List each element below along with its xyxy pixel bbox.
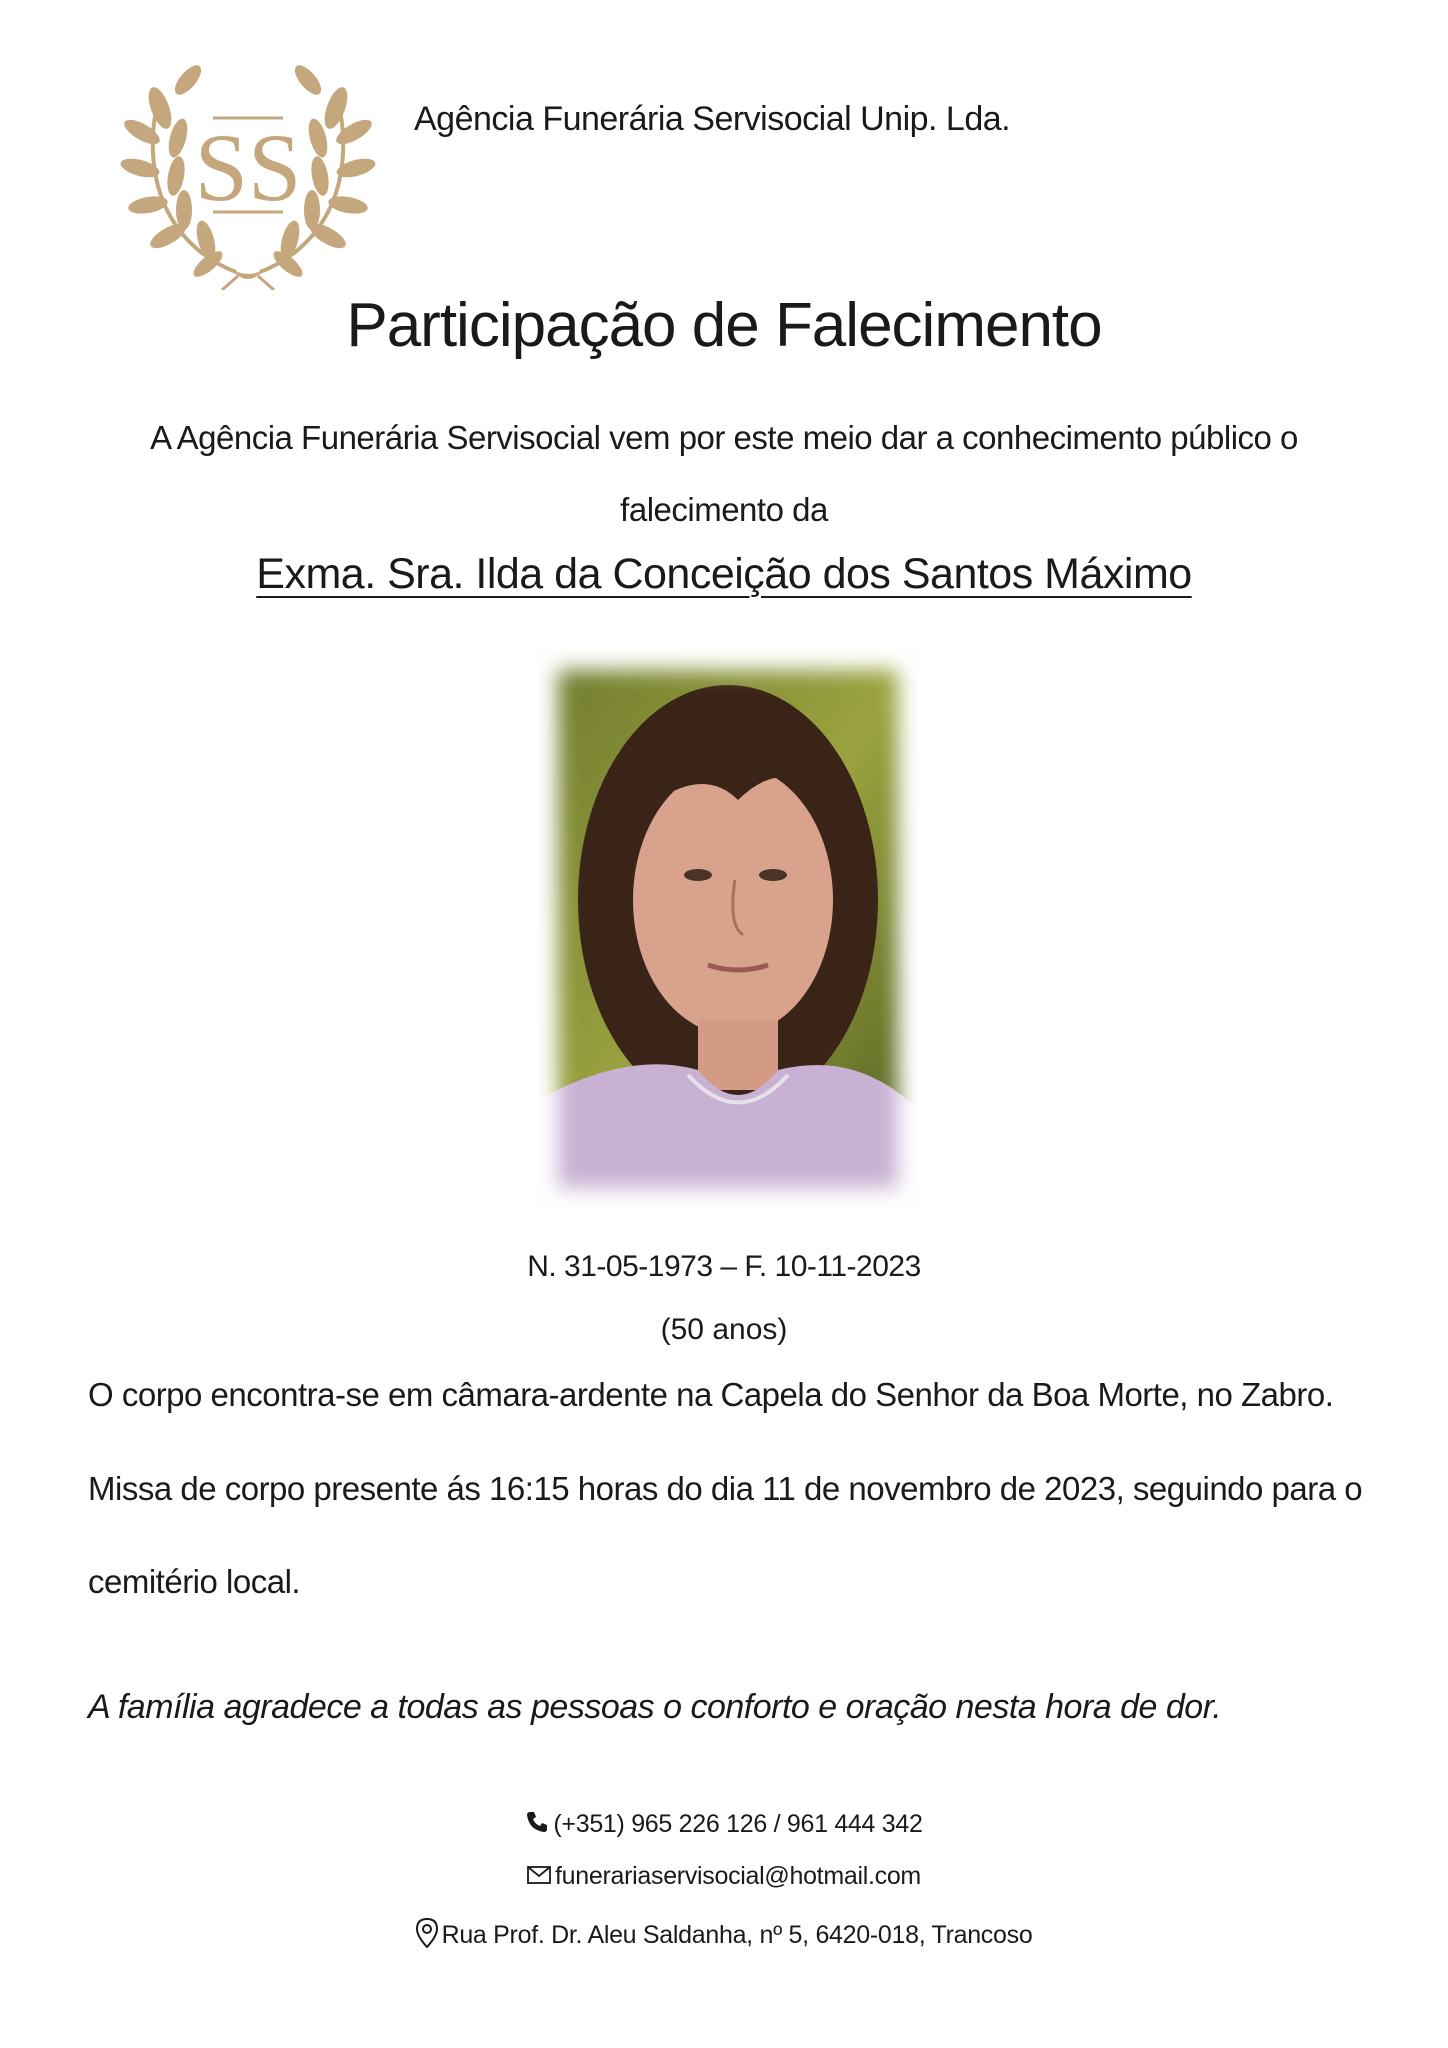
age-text: (50 anos): [660, 1313, 788, 1346]
agency-logo: [118, 40, 378, 290]
location-pin-icon: [416, 1918, 438, 1955]
page-title: Participação de Falecimento: [346, 291, 1102, 360]
body-paragraph-3: cemitério local.: [88, 1563, 301, 1600]
intro-line-2: falecimento da: [620, 491, 828, 528]
contact-phone: [0, 1810, 1448, 1841]
phone-icon: [525, 1810, 549, 1841]
intro-line-1: A Agência Funerária Servisocial vem por este meio dar a conhecimento público o: [150, 419, 1298, 456]
birth-death-dates: N. 31-05-1973 – F. 10-11-2023: [527, 1250, 921, 1283]
body-paragraph-2: Missa de corpo presente ás 16:15 horas do dia 11 de novembro de 2023, seguindo para o: [88, 1470, 1363, 1507]
laurel-wreath-icon: [118, 40, 378, 290]
email-link[interactable]: funerariaservisocial@hotmail.com: [555, 1862, 921, 1890]
phone-text: (+351) 965 226 126 / 961 444 342: [553, 1810, 923, 1839]
family-thanks: A família agradece a todas as pessoas o conforto e oração nesta hora de dor.: [88, 1688, 1222, 1726]
address-text: Rua Prof. Dr. Aleu Saldanha, nº 5, 6420-018, Trancoso: [441, 1921, 1033, 1950]
deceased-name: Exma. Sra. Ilda da Conceição dos Santos Máximo: [256, 550, 1192, 598]
agency-name: Agência Funerária Servisocial Unip. Lda.: [414, 100, 1011, 138]
contact-email: [0, 1862, 1448, 1892]
contact-address: [0, 1918, 1448, 1955]
deceased-portrait: [538, 650, 918, 1208]
intro-text: [90, 402, 1358, 546]
logo-monogram: SS: [194, 114, 302, 221]
envelope-icon: [527, 1863, 551, 1892]
body-paragraph-1: O corpo encontra-se em câmara-ardente na Capela do Senhor da Boa Morte, no Zabro.: [88, 1376, 1334, 1413]
